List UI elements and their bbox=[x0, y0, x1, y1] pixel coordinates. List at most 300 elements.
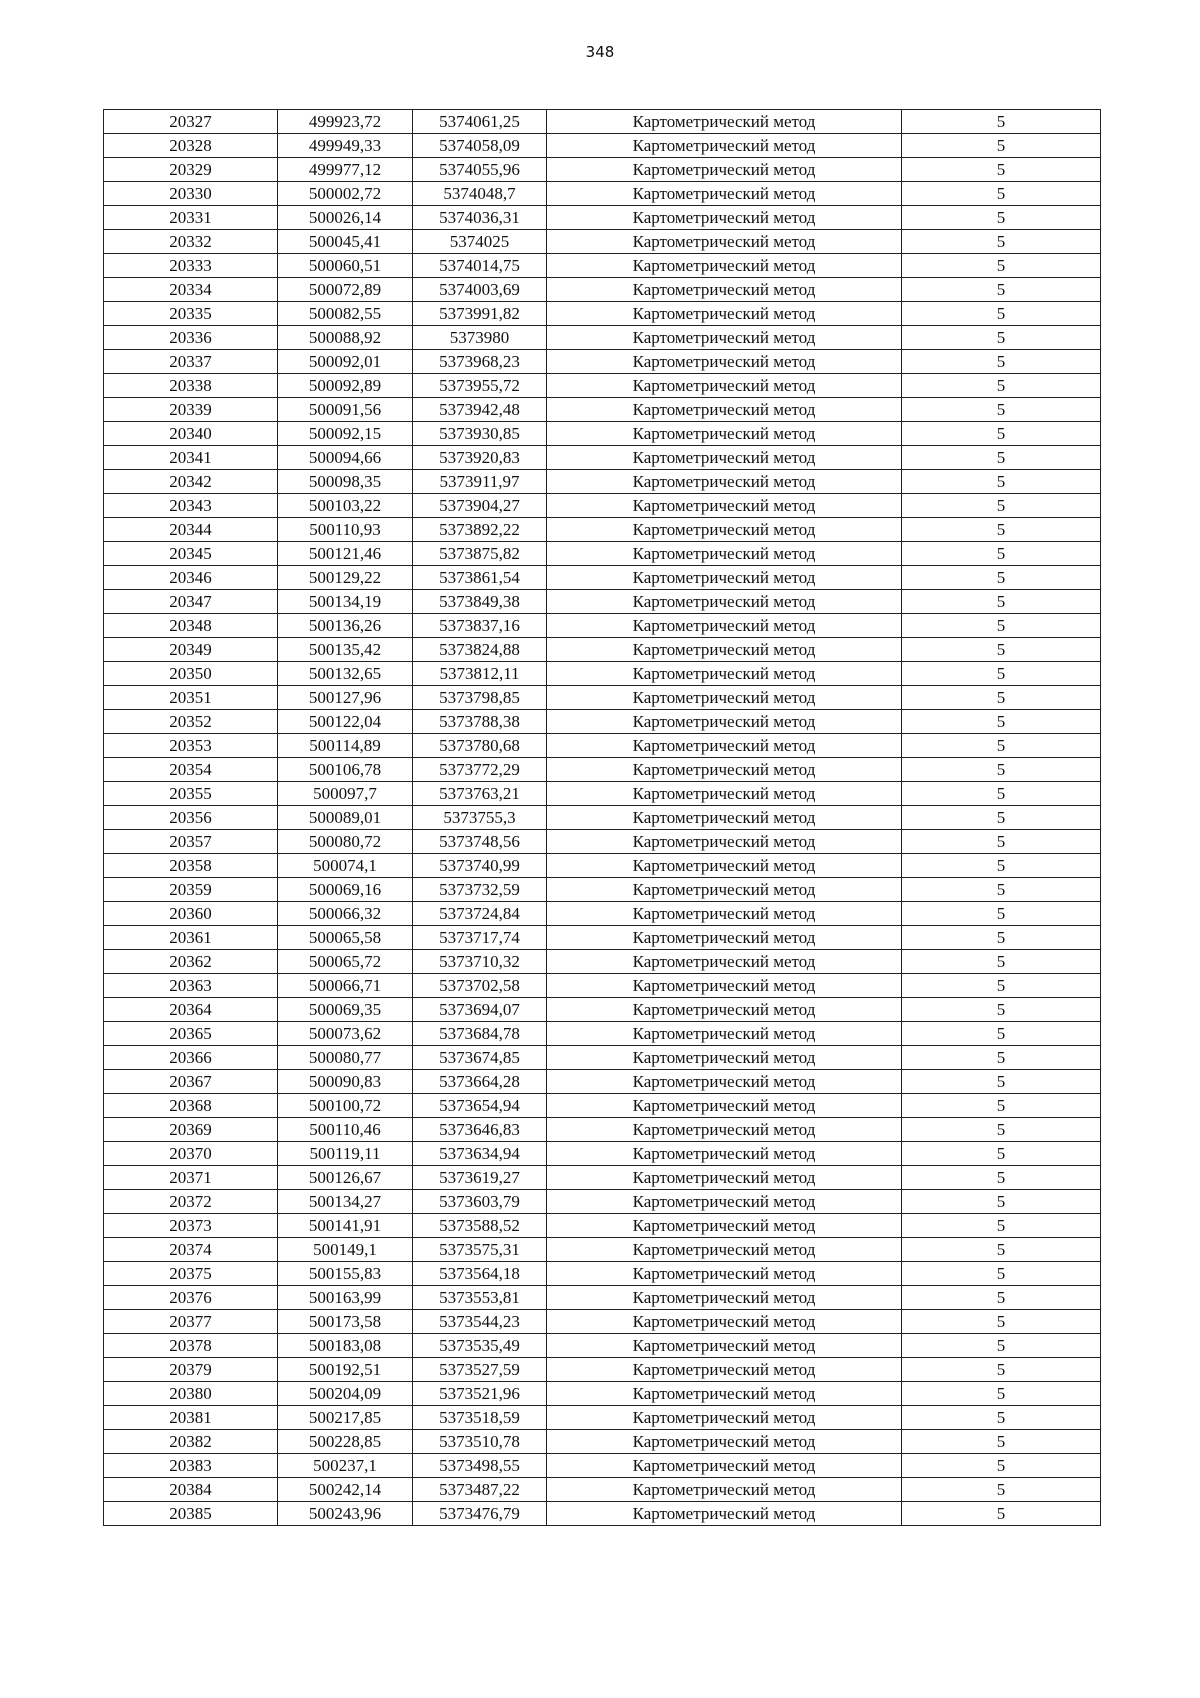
accuracy-cell: 5 bbox=[902, 302, 1101, 326]
method-cell: Картометрический метод bbox=[547, 374, 902, 398]
y-coordinate-cell: 5373544,23 bbox=[413, 1310, 547, 1334]
y-coordinate-cell: 5373553,81 bbox=[413, 1286, 547, 1310]
accuracy-cell: 5 bbox=[902, 182, 1101, 206]
point-number-cell: 20333 bbox=[104, 254, 278, 278]
point-number-cell: 20343 bbox=[104, 494, 278, 518]
table-row bbox=[104, 1046, 1101, 1070]
y-coordinate-cell: 5373710,32 bbox=[413, 950, 547, 974]
point-number-cell: 20353 bbox=[104, 734, 278, 758]
point-number-cell: 20339 bbox=[104, 398, 278, 422]
method-cell: Картометрический метод bbox=[547, 1070, 902, 1094]
x-coordinate-cell: 500080,72 bbox=[278, 830, 413, 854]
method-cell: Картометрический метод bbox=[547, 1430, 902, 1454]
point-number-cell: 20347 bbox=[104, 590, 278, 614]
accuracy-cell: 5 bbox=[902, 758, 1101, 782]
method-cell: Картометрический метод bbox=[547, 1166, 902, 1190]
table-row bbox=[104, 1022, 1101, 1046]
table-row bbox=[104, 854, 1101, 878]
x-coordinate-cell: 500073,62 bbox=[278, 1022, 413, 1046]
point-number-cell: 20380 bbox=[104, 1382, 278, 1406]
table-row bbox=[104, 134, 1101, 158]
point-number-cell: 20348 bbox=[104, 614, 278, 638]
method-cell: Картометрический метод bbox=[547, 110, 902, 134]
table-row bbox=[104, 1430, 1101, 1454]
y-coordinate-cell: 5373812,11 bbox=[413, 662, 547, 686]
table-row bbox=[104, 1262, 1101, 1286]
accuracy-cell: 5 bbox=[902, 1070, 1101, 1094]
y-coordinate-cell: 5373588,52 bbox=[413, 1214, 547, 1238]
accuracy-cell: 5 bbox=[902, 518, 1101, 542]
x-coordinate-cell: 500237,1 bbox=[278, 1454, 413, 1478]
x-coordinate-cell: 500045,41 bbox=[278, 230, 413, 254]
x-coordinate-cell: 500100,72 bbox=[278, 1094, 413, 1118]
x-coordinate-cell: 499949,33 bbox=[278, 134, 413, 158]
point-number-cell: 20369 bbox=[104, 1118, 278, 1142]
page-number: 348 bbox=[585, 43, 615, 61]
method-cell: Картометрический метод bbox=[547, 518, 902, 542]
accuracy-cell: 5 bbox=[902, 254, 1101, 278]
point-number-cell: 20341 bbox=[104, 446, 278, 470]
x-coordinate-cell: 500129,22 bbox=[278, 566, 413, 590]
accuracy-cell: 5 bbox=[902, 446, 1101, 470]
method-cell: Картометрический метод bbox=[547, 422, 902, 446]
point-number-cell: 20332 bbox=[104, 230, 278, 254]
method-cell: Картометрический метод bbox=[547, 806, 902, 830]
method-cell: Картометрический метод bbox=[547, 494, 902, 518]
point-number-cell: 20340 bbox=[104, 422, 278, 446]
point-number-cell: 20357 bbox=[104, 830, 278, 854]
y-coordinate-cell: 5374014,75 bbox=[413, 254, 547, 278]
method-cell: Картометрический метод bbox=[547, 182, 902, 206]
x-coordinate-cell: 500173,58 bbox=[278, 1310, 413, 1334]
y-coordinate-cell: 5373875,82 bbox=[413, 542, 547, 566]
x-coordinate-cell: 500110,93 bbox=[278, 518, 413, 542]
x-coordinate-cell: 500089,01 bbox=[278, 806, 413, 830]
method-cell: Картометрический метод bbox=[547, 1046, 902, 1070]
method-cell: Картометрический метод bbox=[547, 470, 902, 494]
x-coordinate-cell: 500097,7 bbox=[278, 782, 413, 806]
y-coordinate-cell: 5373476,79 bbox=[413, 1502, 547, 1526]
method-cell: Картометрический метод bbox=[547, 1022, 902, 1046]
y-coordinate-cell: 5373788,38 bbox=[413, 710, 547, 734]
method-cell: Картометрический метод bbox=[547, 1118, 902, 1142]
y-coordinate-cell: 5373980 bbox=[413, 326, 547, 350]
point-number-cell: 20356 bbox=[104, 806, 278, 830]
accuracy-cell: 5 bbox=[902, 1334, 1101, 1358]
y-coordinate-cell: 5373732,59 bbox=[413, 878, 547, 902]
table-row bbox=[104, 302, 1101, 326]
x-coordinate-cell: 500135,42 bbox=[278, 638, 413, 662]
accuracy-cell: 5 bbox=[902, 1358, 1101, 1382]
method-cell: Картометрический метод bbox=[547, 278, 902, 302]
x-coordinate-cell: 500122,04 bbox=[278, 710, 413, 734]
table-row bbox=[104, 734, 1101, 758]
table-row bbox=[104, 230, 1101, 254]
table-row bbox=[104, 662, 1101, 686]
accuracy-cell: 5 bbox=[902, 398, 1101, 422]
accuracy-cell: 5 bbox=[902, 542, 1101, 566]
point-number-cell: 20329 bbox=[104, 158, 278, 182]
y-coordinate-cell: 5373527,59 bbox=[413, 1358, 547, 1382]
point-number-cell: 20358 bbox=[104, 854, 278, 878]
point-number-cell: 20334 bbox=[104, 278, 278, 302]
table-row bbox=[104, 374, 1101, 398]
y-coordinate-cell: 5373763,21 bbox=[413, 782, 547, 806]
y-coordinate-cell: 5373518,59 bbox=[413, 1406, 547, 1430]
x-coordinate-cell: 500243,96 bbox=[278, 1502, 413, 1526]
method-cell: Картометрический метод bbox=[547, 1238, 902, 1262]
method-cell: Картометрический метод bbox=[547, 1310, 902, 1334]
y-coordinate-cell: 5373654,94 bbox=[413, 1094, 547, 1118]
accuracy-cell: 5 bbox=[902, 782, 1101, 806]
y-coordinate-cell: 5374048,7 bbox=[413, 182, 547, 206]
table-row bbox=[104, 1118, 1101, 1142]
point-number-cell: 20361 bbox=[104, 926, 278, 950]
point-number-cell: 20337 bbox=[104, 350, 278, 374]
x-coordinate-cell: 499923,72 bbox=[278, 110, 413, 134]
accuracy-cell: 5 bbox=[902, 110, 1101, 134]
x-coordinate-cell: 500121,46 bbox=[278, 542, 413, 566]
point-number-cell: 20365 bbox=[104, 1022, 278, 1046]
method-cell: Картометрический метод bbox=[547, 878, 902, 902]
point-number-cell: 20373 bbox=[104, 1214, 278, 1238]
accuracy-cell: 5 bbox=[902, 374, 1101, 398]
method-cell: Картометрический метод bbox=[547, 686, 902, 710]
method-cell: Картометрический метод bbox=[547, 158, 902, 182]
y-coordinate-cell: 5374025 bbox=[413, 230, 547, 254]
table-row bbox=[104, 206, 1101, 230]
x-coordinate-cell: 500149,1 bbox=[278, 1238, 413, 1262]
accuracy-cell: 5 bbox=[902, 422, 1101, 446]
table-row bbox=[104, 542, 1101, 566]
point-number-cell: 20368 bbox=[104, 1094, 278, 1118]
method-cell: Картометрический метод bbox=[547, 1406, 902, 1430]
accuracy-cell: 5 bbox=[902, 830, 1101, 854]
x-coordinate-cell: 500134,19 bbox=[278, 590, 413, 614]
accuracy-cell: 5 bbox=[902, 1046, 1101, 1070]
x-coordinate-cell: 500092,01 bbox=[278, 350, 413, 374]
table-row bbox=[104, 1310, 1101, 1334]
method-cell: Картометрический метод bbox=[547, 950, 902, 974]
table-row bbox=[104, 1334, 1101, 1358]
method-cell: Картометрический метод bbox=[547, 974, 902, 998]
x-coordinate-cell: 500026,14 bbox=[278, 206, 413, 230]
accuracy-cell: 5 bbox=[902, 926, 1101, 950]
accuracy-cell: 5 bbox=[902, 1238, 1101, 1262]
method-cell: Картометрический метод bbox=[547, 782, 902, 806]
x-coordinate-cell: 500090,83 bbox=[278, 1070, 413, 1094]
y-coordinate-cell: 5373991,82 bbox=[413, 302, 547, 326]
y-coordinate-cell: 5373510,78 bbox=[413, 1430, 547, 1454]
y-coordinate-cell: 5373904,27 bbox=[413, 494, 547, 518]
y-coordinate-cell: 5373740,99 bbox=[413, 854, 547, 878]
x-coordinate-cell: 500155,83 bbox=[278, 1262, 413, 1286]
method-cell: Картометрический метод bbox=[547, 1454, 902, 1478]
table-row bbox=[104, 758, 1101, 782]
y-coordinate-cell: 5373702,58 bbox=[413, 974, 547, 998]
method-cell: Картометрический метод bbox=[547, 926, 902, 950]
table-row bbox=[104, 782, 1101, 806]
y-coordinate-cell: 5373911,97 bbox=[413, 470, 547, 494]
x-coordinate-cell: 500002,72 bbox=[278, 182, 413, 206]
point-number-cell: 20385 bbox=[104, 1502, 278, 1526]
x-coordinate-cell: 500228,85 bbox=[278, 1430, 413, 1454]
point-number-cell: 20354 bbox=[104, 758, 278, 782]
method-cell: Картометрический метод bbox=[547, 542, 902, 566]
y-coordinate-cell: 5373724,84 bbox=[413, 902, 547, 926]
x-coordinate-cell: 500088,92 bbox=[278, 326, 413, 350]
accuracy-cell: 5 bbox=[902, 614, 1101, 638]
x-coordinate-cell: 500098,35 bbox=[278, 470, 413, 494]
table-row bbox=[104, 518, 1101, 542]
point-number-cell: 20383 bbox=[104, 1454, 278, 1478]
y-coordinate-cell: 5374003,69 bbox=[413, 278, 547, 302]
point-number-cell: 20378 bbox=[104, 1334, 278, 1358]
table-row bbox=[104, 590, 1101, 614]
y-coordinate-cell: 5373564,18 bbox=[413, 1262, 547, 1286]
accuracy-cell: 5 bbox=[902, 1382, 1101, 1406]
y-coordinate-cell: 5373780,68 bbox=[413, 734, 547, 758]
method-cell: Картометрический метод bbox=[547, 1502, 902, 1526]
table-row bbox=[104, 398, 1101, 422]
method-cell: Картометрический метод bbox=[547, 302, 902, 326]
table-row bbox=[104, 806, 1101, 830]
point-number-cell: 20363 bbox=[104, 974, 278, 998]
point-number-cell: 20342 bbox=[104, 470, 278, 494]
y-coordinate-cell: 5373892,22 bbox=[413, 518, 547, 542]
method-cell: Картометрический метод bbox=[547, 998, 902, 1022]
y-coordinate-cell: 5373694,07 bbox=[413, 998, 547, 1022]
y-coordinate-cell: 5373968,23 bbox=[413, 350, 547, 374]
accuracy-cell: 5 bbox=[902, 278, 1101, 302]
accuracy-cell: 5 bbox=[902, 974, 1101, 998]
y-coordinate-cell: 5373575,31 bbox=[413, 1238, 547, 1262]
accuracy-cell: 5 bbox=[902, 230, 1101, 254]
accuracy-cell: 5 bbox=[902, 1406, 1101, 1430]
accuracy-cell: 5 bbox=[902, 638, 1101, 662]
y-coordinate-cell: 5374055,96 bbox=[413, 158, 547, 182]
point-number-cell: 20327 bbox=[104, 110, 278, 134]
y-coordinate-cell: 5373684,78 bbox=[413, 1022, 547, 1046]
table-row bbox=[104, 1406, 1101, 1430]
x-coordinate-cell: 500141,91 bbox=[278, 1214, 413, 1238]
accuracy-cell: 5 bbox=[902, 734, 1101, 758]
point-number-cell: 20344 bbox=[104, 518, 278, 542]
method-cell: Картометрический метод bbox=[547, 1262, 902, 1286]
method-cell: Картометрический метод bbox=[547, 1094, 902, 1118]
accuracy-cell: 5 bbox=[902, 806, 1101, 830]
y-coordinate-cell: 5373521,96 bbox=[413, 1382, 547, 1406]
accuracy-cell: 5 bbox=[902, 206, 1101, 230]
x-coordinate-cell: 500092,15 bbox=[278, 422, 413, 446]
point-number-cell: 20345 bbox=[104, 542, 278, 566]
method-cell: Картометрический метод bbox=[547, 590, 902, 614]
method-cell: Картометрический метод bbox=[547, 398, 902, 422]
table-row bbox=[104, 878, 1101, 902]
method-cell: Картометрический метод bbox=[547, 1142, 902, 1166]
point-number-cell: 20338 bbox=[104, 374, 278, 398]
accuracy-cell: 5 bbox=[902, 1142, 1101, 1166]
x-coordinate-cell: 500066,71 bbox=[278, 974, 413, 998]
accuracy-cell: 5 bbox=[902, 878, 1101, 902]
x-coordinate-cell: 500242,14 bbox=[278, 1478, 413, 1502]
table-row bbox=[104, 278, 1101, 302]
y-coordinate-cell: 5374036,31 bbox=[413, 206, 547, 230]
method-cell: Картометрический метод bbox=[547, 446, 902, 470]
accuracy-cell: 5 bbox=[902, 1166, 1101, 1190]
method-cell: Картометрический метод bbox=[547, 350, 902, 374]
table-row bbox=[104, 1214, 1101, 1238]
table-row bbox=[104, 566, 1101, 590]
point-number-cell: 20377 bbox=[104, 1310, 278, 1334]
method-cell: Картометрический метод bbox=[547, 230, 902, 254]
x-coordinate-cell: 500065,72 bbox=[278, 950, 413, 974]
method-cell: Картометрический метод bbox=[547, 1286, 902, 1310]
point-number-cell: 20381 bbox=[104, 1406, 278, 1430]
accuracy-cell: 5 bbox=[902, 134, 1101, 158]
y-coordinate-cell: 5373487,22 bbox=[413, 1478, 547, 1502]
x-coordinate-cell: 500072,89 bbox=[278, 278, 413, 302]
accuracy-cell: 5 bbox=[902, 662, 1101, 686]
accuracy-cell: 5 bbox=[902, 686, 1101, 710]
accuracy-cell: 5 bbox=[902, 1430, 1101, 1454]
point-number-cell: 20375 bbox=[104, 1262, 278, 1286]
point-number-cell: 20372 bbox=[104, 1190, 278, 1214]
point-number-cell: 20371 bbox=[104, 1166, 278, 1190]
method-cell: Картометрический метод bbox=[547, 830, 902, 854]
y-coordinate-cell: 5373664,28 bbox=[413, 1070, 547, 1094]
method-cell: Картометрический метод bbox=[547, 662, 902, 686]
y-coordinate-cell: 5374061,25 bbox=[413, 110, 547, 134]
table-row bbox=[104, 422, 1101, 446]
method-cell: Картометрический метод bbox=[547, 710, 902, 734]
y-coordinate-cell: 5373955,72 bbox=[413, 374, 547, 398]
point-number-cell: 20376 bbox=[104, 1286, 278, 1310]
table-row bbox=[104, 1094, 1101, 1118]
x-coordinate-cell: 500091,56 bbox=[278, 398, 413, 422]
table-row bbox=[104, 110, 1101, 134]
x-coordinate-cell: 500119,11 bbox=[278, 1142, 413, 1166]
point-number-cell: 20360 bbox=[104, 902, 278, 926]
y-coordinate-cell: 5373930,85 bbox=[413, 422, 547, 446]
y-coordinate-cell: 5373772,29 bbox=[413, 758, 547, 782]
table-row bbox=[104, 1070, 1101, 1094]
table-row bbox=[104, 926, 1101, 950]
table-row bbox=[104, 470, 1101, 494]
x-coordinate-cell: 500082,55 bbox=[278, 302, 413, 326]
table-row bbox=[104, 710, 1101, 734]
method-cell: Картометрический метод bbox=[547, 758, 902, 782]
method-cell: Картометрический метод bbox=[547, 134, 902, 158]
x-coordinate-cell: 499977,12 bbox=[278, 158, 413, 182]
y-coordinate-cell: 5373824,88 bbox=[413, 638, 547, 662]
y-coordinate-cell: 5373619,27 bbox=[413, 1166, 547, 1190]
table-row bbox=[104, 638, 1101, 662]
x-coordinate-cell: 500080,77 bbox=[278, 1046, 413, 1070]
method-cell: Картометрический метод bbox=[547, 902, 902, 926]
method-cell: Картометрический метод bbox=[547, 614, 902, 638]
accuracy-cell: 5 bbox=[902, 1262, 1101, 1286]
y-coordinate-cell: 5373498,55 bbox=[413, 1454, 547, 1478]
accuracy-cell: 5 bbox=[902, 710, 1101, 734]
accuracy-cell: 5 bbox=[902, 854, 1101, 878]
table-row bbox=[104, 614, 1101, 638]
coordinates-table-body bbox=[104, 110, 1101, 1526]
y-coordinate-cell: 5373646,83 bbox=[413, 1118, 547, 1142]
table-row bbox=[104, 950, 1101, 974]
accuracy-cell: 5 bbox=[902, 1478, 1101, 1502]
table-row bbox=[104, 1166, 1101, 1190]
point-number-cell: 20328 bbox=[104, 134, 278, 158]
point-number-cell: 20330 bbox=[104, 182, 278, 206]
x-coordinate-cell: 500126,67 bbox=[278, 1166, 413, 1190]
method-cell: Картометрический метод bbox=[547, 326, 902, 350]
point-number-cell: 20364 bbox=[104, 998, 278, 1022]
accuracy-cell: 5 bbox=[902, 350, 1101, 374]
x-coordinate-cell: 500065,58 bbox=[278, 926, 413, 950]
x-coordinate-cell: 500094,66 bbox=[278, 446, 413, 470]
y-coordinate-cell: 5373748,56 bbox=[413, 830, 547, 854]
x-coordinate-cell: 500217,85 bbox=[278, 1406, 413, 1430]
point-number-cell: 20331 bbox=[104, 206, 278, 230]
accuracy-cell: 5 bbox=[902, 326, 1101, 350]
x-coordinate-cell: 500134,27 bbox=[278, 1190, 413, 1214]
table-row bbox=[104, 350, 1101, 374]
table-row bbox=[104, 1358, 1101, 1382]
accuracy-cell: 5 bbox=[902, 1094, 1101, 1118]
x-coordinate-cell: 500092,89 bbox=[278, 374, 413, 398]
y-coordinate-cell: 5374058,09 bbox=[413, 134, 547, 158]
method-cell: Картометрический метод bbox=[547, 734, 902, 758]
x-coordinate-cell: 500183,08 bbox=[278, 1334, 413, 1358]
x-coordinate-cell: 500103,22 bbox=[278, 494, 413, 518]
y-coordinate-cell: 5373717,74 bbox=[413, 926, 547, 950]
x-coordinate-cell: 500163,99 bbox=[278, 1286, 413, 1310]
accuracy-cell: 5 bbox=[902, 1190, 1101, 1214]
method-cell: Картометрический метод bbox=[547, 1478, 902, 1502]
point-number-cell: 20384 bbox=[104, 1478, 278, 1502]
accuracy-cell: 5 bbox=[902, 1286, 1101, 1310]
x-coordinate-cell: 500192,51 bbox=[278, 1358, 413, 1382]
x-coordinate-cell: 500106,78 bbox=[278, 758, 413, 782]
method-cell: Картометрический метод bbox=[547, 1382, 902, 1406]
point-number-cell: 20374 bbox=[104, 1238, 278, 1262]
table-row bbox=[104, 1142, 1101, 1166]
point-number-cell: 20336 bbox=[104, 326, 278, 350]
accuracy-cell: 5 bbox=[902, 950, 1101, 974]
y-coordinate-cell: 5373942,48 bbox=[413, 398, 547, 422]
table-row bbox=[104, 830, 1101, 854]
point-number-cell: 20366 bbox=[104, 1046, 278, 1070]
y-coordinate-cell: 5373674,85 bbox=[413, 1046, 547, 1070]
y-coordinate-cell: 5373603,79 bbox=[413, 1190, 547, 1214]
method-cell: Картометрический метод bbox=[547, 638, 902, 662]
table-row bbox=[104, 446, 1101, 470]
table-row bbox=[104, 1454, 1101, 1478]
x-coordinate-cell: 500204,09 bbox=[278, 1382, 413, 1406]
accuracy-cell: 5 bbox=[902, 470, 1101, 494]
table-row bbox=[104, 1502, 1101, 1526]
y-coordinate-cell: 5373634,94 bbox=[413, 1142, 547, 1166]
point-number-cell: 20367 bbox=[104, 1070, 278, 1094]
y-coordinate-cell: 5373849,38 bbox=[413, 590, 547, 614]
table-row bbox=[104, 974, 1101, 998]
accuracy-cell: 5 bbox=[902, 998, 1101, 1022]
accuracy-cell: 5 bbox=[902, 902, 1101, 926]
method-cell: Картометрический метод bbox=[547, 1214, 902, 1238]
table-row bbox=[104, 686, 1101, 710]
x-coordinate-cell: 500110,46 bbox=[278, 1118, 413, 1142]
